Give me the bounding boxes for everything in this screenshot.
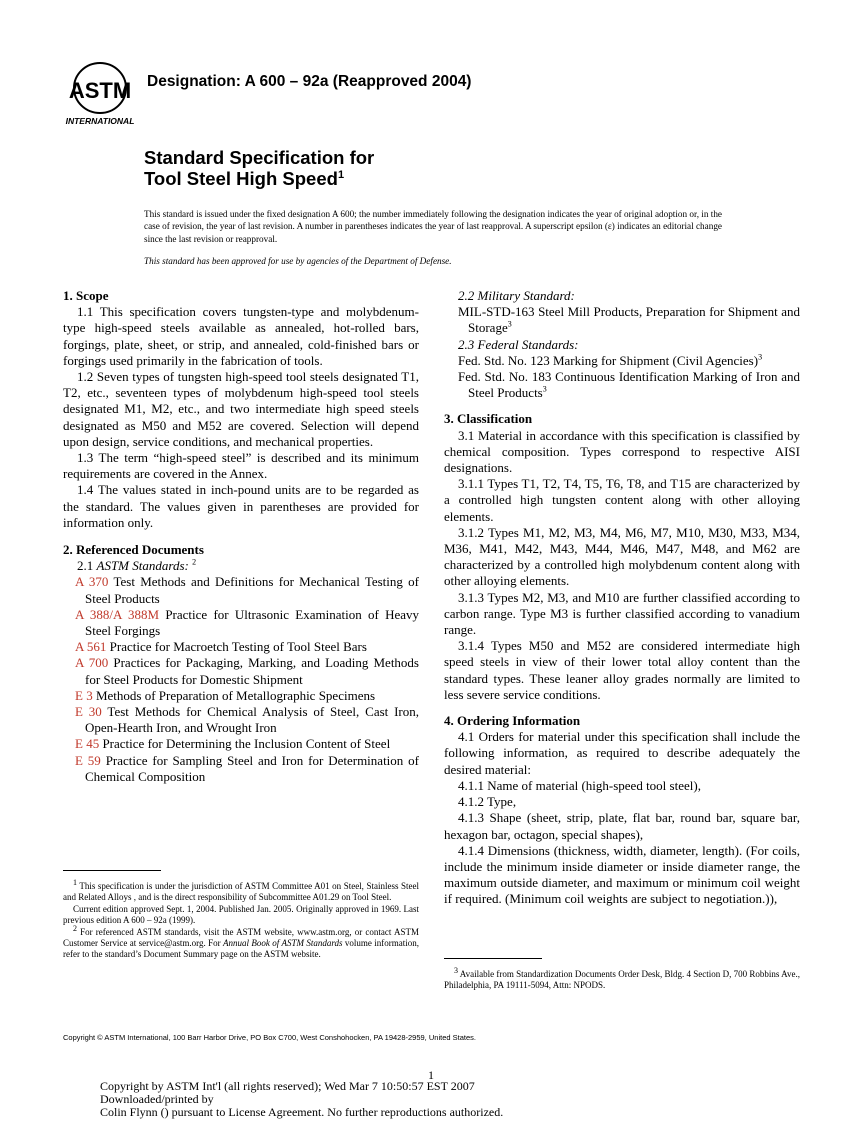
reference-text: Practice for Macroetch Testing of Tool Steel Bars xyxy=(109,639,367,655)
title-line-2-text: Tool Steel High Speed xyxy=(144,168,338,189)
reference-item xyxy=(63,736,419,752)
reference-list xyxy=(63,574,419,785)
stamp-line-3: Colin Flynn () pursuant to License Agreement. No further reproductions authorized. xyxy=(100,1105,504,1119)
page-number: 1 xyxy=(428,1068,434,1082)
reference-link[interactable]: A 700 xyxy=(75,655,109,671)
footnote-1-mark: 1 xyxy=(73,878,77,887)
reference-link[interactable]: E 45 xyxy=(75,736,100,752)
footnote-1b: Current edition approved Sept. 1, 2004. Published Jan. 2005. Originally approved in 1969. Last previous edition A 600 – 92a (1999). xyxy=(63,903,419,926)
reference-text: Test Methods for Chemical Analysis of Steel, Cast Iron, Open-Hearth Iron, and Wrought Iron xyxy=(85,704,420,736)
reference-text: Practice for Determining the Inclusion Content of Steel xyxy=(102,736,391,752)
footnote-3-paragraph xyxy=(444,966,800,992)
classification-heading: 3. Classification xyxy=(444,411,533,427)
military-standard-label xyxy=(444,288,800,304)
title-footnote-mark: 1 xyxy=(337,168,345,181)
reference-item xyxy=(63,655,419,687)
footnote-divider xyxy=(63,870,161,871)
federal-item-1 xyxy=(444,353,800,369)
left-footnotes xyxy=(63,870,419,961)
reference-link[interactable]: A 561 xyxy=(75,639,107,655)
ordering-4-1-1: 4.1.1 Name of material (high-speed tool steel), xyxy=(458,777,701,793)
reference-text: Test Methods and Definitions for Mechanical Testing of Steel Products xyxy=(85,574,420,606)
left-column xyxy=(63,288,419,785)
classification-3-1-4: 3.1.4 Types M50 and M52 are considered intermediate high speed steels in view of their lower total alloy content than the standard types. These leaner alloy grades normally are limited to less severe service conditions. xyxy=(444,638,800,702)
federal-item-2-text: Fed. Std. No. 183 Continuous Identification Marking of Iron and Steel Products xyxy=(458,369,800,401)
issuance-notice: This standard is issued under the fixed designation A 600; the number immediately following the designation indicates the year of original adoption or, in the case of revision, the year of last revision. A number in parentheses indicates the year of last reapproval. A superscript epsilon (ε) indicates an editorial change since the last revision or reapproval. xyxy=(144,209,722,244)
federal-item-1-mark: 3 xyxy=(758,352,763,362)
military-footnote-mark: 3 xyxy=(507,320,512,330)
reference-link[interactable]: A 388/A 388M xyxy=(75,606,160,622)
ordering-4-1: 4.1 Orders for material under this specification shall include the following information, as required to describe adequately the desired material: xyxy=(444,729,800,777)
footnote-3 xyxy=(444,966,800,992)
federal-item-2-mark: 3 xyxy=(542,384,547,394)
footnote-2-mark: 2 xyxy=(73,923,77,933)
footnote-2-text-a: For referenced ASTM standards, visit the ASTM website, www.astm.org, or contact ASTM Customer Service at service@astm.org. For xyxy=(63,926,420,949)
scope-1-2: 1.2 Seven types of tungsten high-speed tool steels designated T1, T2, etc., seventeen types of molybdenum high-speed tool steels designated M1, M2, etc., and two intermediate high speed steels designated as M50 and M52 are covered. Selection will depend upon design, service conditions, and mechanical properties. xyxy=(63,369,419,449)
classification-3-1-3: 3.1.3 Types M2, M3, and M10 are further classified according to carbon range. Type M3 is further classified according to vanadium range. xyxy=(444,589,800,638)
military-label-text: 2.2 Military Standard: xyxy=(458,288,575,303)
footnote-3-text: Available from Standardization Documents Order Desk, Bldg. 4 Section D, 700 Robbins Ave., Philadelphia, PA 19111-5094, Attn: NPODS. xyxy=(444,969,800,991)
download-stamp xyxy=(100,1080,503,1119)
reference-item xyxy=(63,688,419,704)
title-line-2 xyxy=(144,168,374,189)
footnote-2-text-b: Annual Book of ASTM Standards xyxy=(223,938,343,949)
ordering-heading: 4. Ordering Information xyxy=(444,713,581,729)
document-title xyxy=(144,147,374,189)
astm-logo-icon xyxy=(64,60,138,128)
reference-link[interactable]: E 3 xyxy=(75,687,93,703)
footnote-divider xyxy=(444,958,542,959)
classification-3-1-1: 3.1.1 Types T1, T2, T4, T5, T6, T8, and T15 are characterized by a controlled high tungsten content along with other alloying elements. xyxy=(444,476,800,524)
reference-item xyxy=(63,704,419,736)
scope-1-3: 1.3 The term “high-speed steel” is described and its minimum requirements are covered in the Annex. xyxy=(63,450,419,482)
footnote-2-text-c: volume information, refer to the standard’s Document Summary page on the ASTM website. xyxy=(63,938,420,960)
stamp-line-2: Downloaded/printed by xyxy=(100,1092,214,1106)
reference-text: Practice for Ultrasonic Examination of Heavy Steel Forgings xyxy=(85,606,419,639)
classification-3-1: 3.1 Material in accordance with this specification is classified by chemical composition. Types correspond to respective AISI designations. xyxy=(444,427,800,476)
title-line-1: Standard Specification for xyxy=(144,147,375,168)
ordering-4-1-3: 4.1.3 Shape (sheet, strip, plate, flat bar, round bar, square bar, hexagon bar, octagon, special shapes), xyxy=(444,810,800,842)
footnote-text xyxy=(63,878,420,961)
right-footnotes xyxy=(444,958,800,992)
ordering-4-1-2: 4.1.2 Type, xyxy=(458,794,517,810)
reference-item xyxy=(63,574,419,606)
federal-label-text: 2.3 Federal Standards: xyxy=(458,336,579,352)
logo-subtitle: INTERNATIONAL xyxy=(65,116,135,126)
reference-text: Methods of Preparation of Metallographic Specimens xyxy=(95,687,376,703)
astm-footnote-mark: 2 xyxy=(192,557,197,567)
reference-item xyxy=(63,607,419,639)
footnote-1 xyxy=(63,878,419,904)
scope-1-1: 1.1 This specification covers tungsten-type and molybdenum-type high-speed steels available as annealed, hot-rolled bars, forgings, plate, sheet, or strip, and annealed, cold-finished bars or forgings used primarily in the fabrication of tools. xyxy=(63,304,419,368)
scope-1-4: 1.4 The values stated in inch-pound units are to be regarded as the standard. The values given in parentheses are provided for information only. xyxy=(63,482,419,530)
military-item xyxy=(444,304,800,336)
footnote-3-mark: 3 xyxy=(454,966,458,975)
right-column xyxy=(444,288,800,908)
reference-item xyxy=(63,753,419,785)
referenced-heading: 2. Referenced Documents xyxy=(63,542,204,558)
federal-standards-label xyxy=(444,337,800,353)
copyright-line: Copyright © ASTM International, 100 Barr Harbor Drive, PO Box C700, West Conshohocken, PA 19428-2959, United States. xyxy=(63,1033,476,1042)
reference-link[interactable]: A 370 xyxy=(75,574,109,590)
military-item-text: MIL-STD-163 Steel Mill Products, Preparation for Shipment and Storage xyxy=(458,304,800,336)
stamp-line-1: Copyright by ASTM Int'l (all rights reserved); Wed Mar 7 10:50:57 EST 2007 xyxy=(100,1079,475,1093)
astm-logo xyxy=(64,60,138,128)
footnote-1-text: This specification is under the jurisdiction of ASTM Committee A01 on Steel, Stainless Steel and Related Alloys , and is the direct responsibility of Subcommittee A01.29 on Tool Steel. xyxy=(63,881,419,903)
federal-item-1-text: Fed. Std. No. 123 Marking for Shipment (Civil Agencies) xyxy=(458,352,759,368)
astm-standards-label: 2.1 ASTM Standards: $^2$ xyxy=(77,557,197,574)
designation: Designation: A 600 – 92a (Reapproved 2004) xyxy=(147,73,472,90)
federal-item-2 xyxy=(444,369,800,401)
dod-approval: This standard has been approved for use by agencies of the Department of Defense. xyxy=(144,256,452,266)
footnote-2 xyxy=(63,923,420,961)
logo-text: ASTM xyxy=(68,78,132,103)
reference-text: Practice for Sampling Steel and Iron for Determination of Chemical Composition xyxy=(85,752,419,784)
ordering-4-1-4: 4.1.4 Dimensions (thickness, width, diameter, length). (For coils, include the minimum inside diameter or inside diameter range, the maximum outside diameter, and maximum or minimum coil weight if required. (Minimum coil weights are subject to negotiation.)), xyxy=(444,842,800,907)
reference-link[interactable]: E 59 xyxy=(75,752,101,768)
reference-item xyxy=(63,639,419,655)
scope-heading: 1. Scope xyxy=(63,288,109,303)
reference-text: Practices for Packaging, Marking, and Loading Methods for Steel Products for Domestic Shipment xyxy=(85,655,419,687)
classification-3-1-2: 3.1.2 Types M1, M2, M3, M4, M6, M7, M10, M30, M33, M34, M36, M41, M42, M43, M44, M46, M47, M48, and M62 are characterized by a controlled high molybdenum content along with other alloying elements. xyxy=(444,524,800,589)
reference-link[interactable]: E 30 xyxy=(75,704,102,720)
